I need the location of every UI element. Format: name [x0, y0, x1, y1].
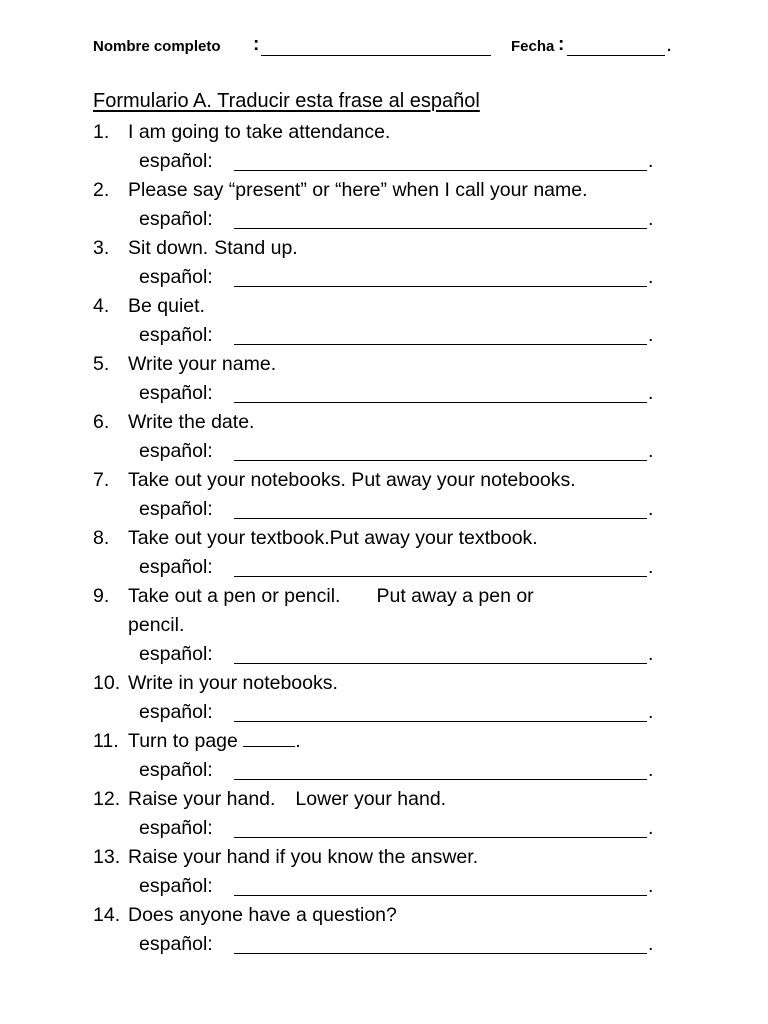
answer-blank-line[interactable] — [234, 383, 647, 403]
question-row — [93, 727, 713, 756]
name-colon: : — [253, 34, 260, 55]
answer-blank-line[interactable] — [234, 644, 647, 664]
page-number-blank[interactable] — [243, 728, 295, 747]
question-item — [93, 582, 713, 669]
answer-row — [93, 698, 713, 727]
question-text — [128, 350, 276, 379]
question-text — [128, 669, 338, 698]
question-part: Turn to page — [128, 730, 238, 752]
question-part: Be quiet. — [128, 295, 205, 317]
answer-row — [93, 930, 713, 959]
question-part: Write in your notebooks. — [128, 672, 338, 694]
question-row — [93, 669, 713, 698]
answer-blank-line[interactable] — [234, 209, 647, 229]
answer-label: español: — [139, 324, 213, 346]
question-row — [93, 785, 713, 814]
date-label: Fecha — [511, 38, 555, 55]
question-row — [93, 408, 713, 437]
answer-end-period: . — [648, 759, 654, 781]
question-part: I am going to take attendance. — [128, 121, 391, 143]
question-number: 10. — [93, 672, 121, 694]
answer-label: español: — [139, 817, 213, 839]
answer-label: español: — [139, 498, 213, 520]
answer-blank-line[interactable] — [234, 325, 647, 345]
date-period: . — [667, 38, 672, 55]
answer-blank-line[interactable] — [234, 934, 647, 954]
question-list — [93, 118, 713, 959]
question-part: Lower your hand. — [295, 788, 447, 810]
question-number: 13. — [93, 846, 121, 868]
answer-blank-line[interactable] — [234, 557, 647, 577]
question-row — [93, 350, 713, 379]
answer-label: español: — [139, 440, 213, 462]
question-part: Write the date. — [128, 411, 255, 433]
question-row — [93, 901, 713, 930]
question-item — [93, 669, 713, 727]
answer-end-period: . — [648, 498, 654, 520]
answer-row — [93, 321, 713, 350]
date-colon: : — [558, 34, 565, 55]
answer-row — [93, 640, 713, 669]
question-item — [93, 524, 713, 582]
answer-blank-line[interactable] — [234, 702, 647, 722]
answer-row — [93, 147, 713, 176]
question-number: 9. — [93, 585, 110, 607]
question-part: Please say “present” or “here” when I call your name. — [128, 179, 588, 201]
answer-blank-line[interactable] — [234, 499, 647, 519]
answer-label: español: — [139, 643, 213, 665]
student-header — [93, 36, 693, 60]
answer-blank-line[interactable] — [234, 267, 647, 287]
question-row — [93, 582, 713, 611]
question-row — [93, 524, 713, 553]
question-item — [93, 350, 713, 408]
question-item — [93, 727, 713, 785]
question-part: Does anyone have a question? — [128, 904, 397, 926]
question-row — [93, 843, 713, 872]
answer-row — [93, 379, 713, 408]
question-number: 11. — [93, 730, 119, 752]
question-number: 7. — [93, 469, 110, 491]
answer-end-period: . — [648, 556, 654, 578]
answer-end-period: . — [648, 150, 654, 172]
form-title: Formulario A. Traducir esta frase al español — [93, 90, 480, 112]
question-part: Take out your notebooks. Put away your notebooks. — [128, 469, 576, 491]
question-end-period: . — [295, 730, 301, 752]
name-blank-line[interactable] — [261, 40, 491, 56]
answer-label: español: — [139, 556, 213, 578]
answer-label: español: — [139, 266, 213, 288]
answer-end-period: . — [648, 324, 654, 346]
question-row — [93, 234, 713, 263]
question-continuation: pencil. — [128, 614, 185, 636]
question-item — [93, 176, 713, 234]
question-part: Stand up. — [214, 237, 298, 259]
question-number: 14. — [93, 904, 121, 926]
answer-label: español: — [139, 933, 213, 955]
question-part: Sit down. — [128, 237, 209, 259]
question-row — [93, 292, 713, 321]
question-number: 6. — [93, 411, 110, 433]
question-part: Raise your hand. — [128, 788, 276, 810]
answer-row — [93, 437, 713, 466]
question-row — [93, 176, 713, 205]
answer-end-period: . — [648, 382, 654, 404]
question-number: 4. — [93, 295, 110, 317]
question-item — [93, 234, 713, 292]
answer-label: español: — [139, 382, 213, 404]
question-text — [128, 582, 534, 611]
answer-label: español: — [139, 759, 213, 781]
answer-end-period: . — [648, 817, 654, 839]
question-text — [128, 118, 390, 147]
answer-row — [93, 756, 713, 785]
answer-row — [93, 263, 713, 292]
question-part: Take out your textbook.Put away your textbook. — [128, 527, 538, 549]
answer-end-period: . — [648, 701, 654, 723]
question-row — [93, 466, 713, 495]
question-number: 12. — [93, 788, 121, 810]
question-part: Put away a pen or — [376, 585, 534, 607]
question-text — [128, 466, 576, 495]
answer-end-period: . — [648, 266, 654, 288]
answer-blank-line[interactable] — [234, 876, 647, 896]
answer-row — [93, 495, 713, 524]
question-text — [128, 785, 446, 814]
question-item — [93, 843, 713, 901]
question-number: 8. — [93, 527, 110, 549]
question-part: Take out a pen or pencil. — [128, 585, 341, 607]
question-text — [128, 292, 205, 321]
answer-end-period: . — [648, 933, 654, 955]
answer-label: español: — [139, 150, 213, 172]
question-text — [128, 176, 588, 205]
answer-end-period: . — [648, 643, 654, 665]
answer-blank-line[interactable] — [234, 760, 647, 780]
answer-label: español: — [139, 208, 213, 230]
question-text — [128, 524, 538, 553]
answer-row — [93, 872, 713, 901]
answer-row — [93, 205, 713, 234]
answer-blank-line[interactable] — [234, 151, 647, 171]
question-item — [93, 118, 713, 176]
answer-blank-line[interactable] — [234, 818, 647, 838]
answer-end-period: . — [648, 875, 654, 897]
answer-label: español: — [139, 701, 213, 723]
question-text — [128, 901, 397, 930]
question-number: 3. — [93, 237, 110, 259]
question-item — [93, 901, 713, 959]
name-label: Nombre completo — [93, 38, 221, 55]
answer-blank-line[interactable] — [234, 441, 647, 461]
question-number: 1. — [93, 121, 110, 143]
answer-end-period: . — [648, 208, 654, 230]
answer-row — [93, 814, 713, 843]
question-number: 2. — [93, 179, 110, 201]
question-item — [93, 408, 713, 466]
date-blank-line[interactable] — [567, 40, 665, 56]
question-item — [93, 466, 713, 524]
question-item — [93, 785, 713, 843]
answer-row — [93, 553, 713, 582]
answer-end-period: . — [648, 440, 654, 462]
question-item — [93, 292, 713, 350]
question-row — [93, 118, 713, 147]
question-text — [128, 408, 254, 437]
question-part: Raise your hand if you know the answer. — [128, 846, 479, 868]
question-text — [128, 843, 478, 872]
answer-label: español: — [139, 875, 213, 897]
question-text — [128, 727, 301, 756]
question-part: Write your name. — [128, 353, 277, 375]
question-text — [128, 234, 298, 263]
question-number: 5. — [93, 353, 110, 375]
